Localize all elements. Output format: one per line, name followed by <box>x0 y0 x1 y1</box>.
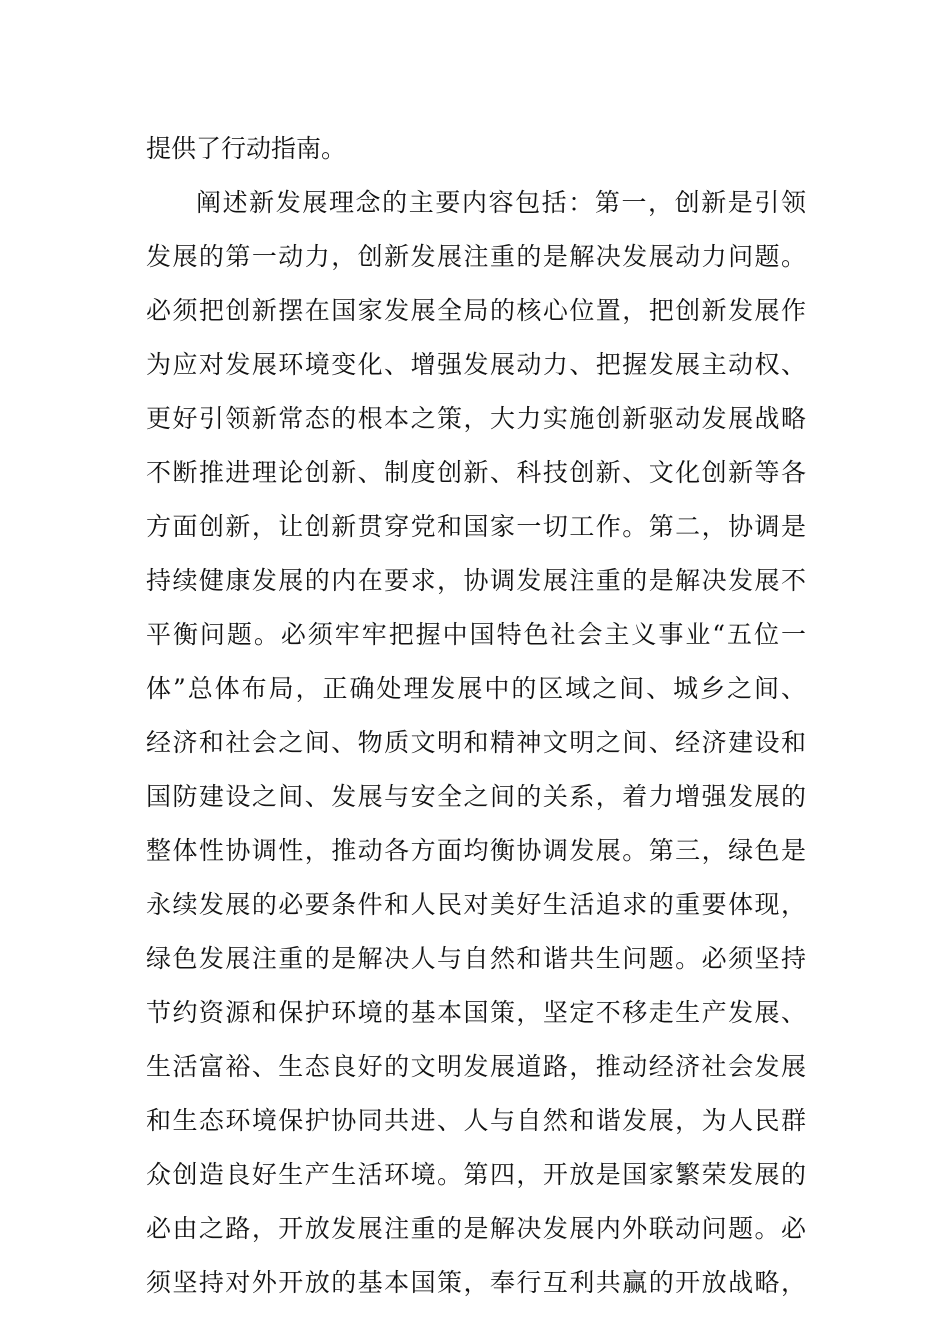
text-line-8: 方面创新，让创新贯穿党和国家一切工作。第二，协调是 <box>146 512 806 541</box>
text-line-10: 平衡问题。必须牢牢把握中国特色社会主义事业“五位一 <box>146 620 806 649</box>
text-line-5: 为应对发展环境变化、增强发展动力、把握发展主动权、 <box>146 350 806 379</box>
text-line-11: 体”总体布局，正确处理发展中的区域之间、城乡之间、 <box>146 674 806 703</box>
text-line-20: 众创造良好生产生活环境。第四，开放是国家繁荣发展的 <box>146 1160 806 1189</box>
text-line-13: 国防建设之间、发展与安全之间的关系，着力增强发展的 <box>146 782 806 811</box>
text-line-18: 生活富裕、生态良好的文明发展道路，推动经济社会发展 <box>146 1052 806 1081</box>
text-line-15: 永续发展的必要条件和人民对美好生活追求的重要体现， <box>146 890 806 919</box>
text-line-21: 必由之路，开放发展注重的是解决发展内外联动问题。必 <box>146 1214 806 1243</box>
text-line-17: 节约资源和保护环境的基本国策，坚定不移走生产发展、 <box>146 998 806 1027</box>
text-line-12: 经济和社会之间、物质文明和精神文明之间、经济建设和 <box>146 728 806 757</box>
text-line-16: 绿色发展注重的是解决人与自然和谐共生问题。必须坚持 <box>146 944 806 973</box>
text-line-19: 和生态环境保护协同共进、人与自然和谐发展，为人民群 <box>146 1106 806 1135</box>
text-line-9: 持续健康发展的内在要求，协调发展注重的是解决发展不 <box>146 566 806 595</box>
text-line-3: 发展的第一动力，创新发展注重的是解决发展动力问题。 <box>146 242 806 271</box>
text-line-14: 整体性协调性，推动各方面均衡协调发展。第三，绿色是 <box>146 836 806 865</box>
text-line-7: 不断推进理论创新、制度创新、科技创新、文化创新等各 <box>146 458 806 487</box>
text-line-22: 须坚持对外开放的基本国策，奉行互利共赢的开放战略， <box>146 1268 806 1297</box>
text-line-2: 阐述新发展理念的主要内容包括：第一，创新是引领 <box>196 188 806 217</box>
text-line-1: 提供了行动指南。 <box>146 134 347 163</box>
text-line-4: 必须把创新摆在国家发展全局的核心位置，把创新发展作 <box>146 296 806 325</box>
text-line-6: 更好引领新常态的根本之策，大力实施创新驱动发展战略 <box>146 404 806 433</box>
